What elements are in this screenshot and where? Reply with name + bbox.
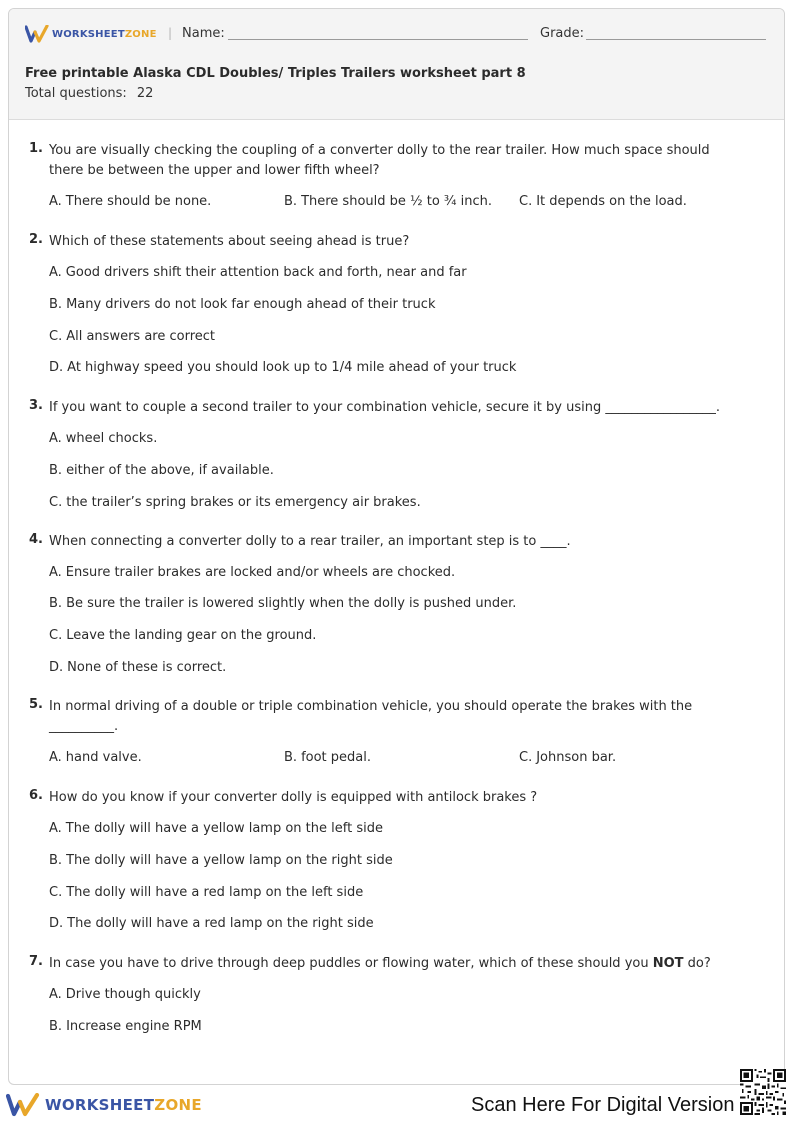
grade-field[interactable] (586, 39, 766, 40)
name-field[interactable] (228, 39, 528, 40)
option-b[interactable]: B. foot pedal. (284, 750, 371, 765)
option-a[interactable]: A. The dolly will have a yellow lamp on the left side (49, 821, 383, 836)
question-number: 6. (29, 788, 43, 803)
question-text: You are visually checking the coupling of a converter dolly to the rear trailer. How much space should there be between the upper and lower fifth wheel? (49, 143, 710, 178)
option-a[interactable]: A. Ensure trailer brakes are locked and/or wheels are chocked. (49, 565, 456, 580)
option-c[interactable]: C. It depends on the load. (519, 194, 687, 209)
question-text: If you want to couple a second trailer to your combination vehicle, secure it by using _________________. (49, 400, 720, 415)
option-a[interactable]: A. hand valve. (49, 750, 142, 765)
option-b[interactable]: B. Many drivers do not look far enough ahead of their truck (49, 297, 436, 312)
option-b[interactable]: B. either of the above, if available. (49, 463, 274, 478)
option-c[interactable]: C. All answers are correct (49, 329, 216, 344)
option-c[interactable]: C. Johnson bar. (519, 750, 617, 765)
question-text: In normal driving of a double or triple combination vehicle, you should operate the brakes with the __________. (49, 699, 693, 734)
option-b[interactable]: B. There should be ½ to ¾ inch. (284, 194, 493, 209)
question-number: 3. (29, 398, 43, 413)
question-text: Which of these statements about seeing ahead is true? (49, 234, 410, 249)
option-a[interactable]: A. wheel chocks. (49, 431, 158, 446)
worksheet-sheet (8, 8, 785, 1085)
option-b[interactable]: B. Be sure the trailer is lowered slightly when the dolly is pushed under. (49, 596, 517, 611)
option-a[interactable]: A. Good drivers shift their attention back and forth, near and far (49, 265, 467, 280)
option-b[interactable]: B. Increase engine RPM (49, 1019, 202, 1034)
option-c[interactable]: C. The dolly will have a red lamp on the left side (49, 885, 364, 900)
brand-name: WORKSHEETZONE (52, 28, 157, 40)
name-label: Name: (182, 26, 225, 41)
question-number: 2. (29, 232, 43, 247)
question-number: 7. (29, 954, 43, 969)
question-number: 5. (29, 697, 43, 712)
option-d[interactable]: D. None of these is correct. (49, 660, 227, 675)
question-number: 1. (29, 141, 43, 156)
option-b[interactable]: B. The dolly will have a yellow lamp on the right side (49, 853, 393, 868)
grade-label: Grade: (540, 26, 585, 41)
question-text: In case you have to drive through deep puddles or flowing water, which of these should you NOT do? (49, 956, 711, 971)
emphasis-not: NOT (652, 956, 684, 971)
footer-brand-logo[interactable] (6, 1093, 202, 1117)
worksheet-header (9, 9, 784, 120)
total-questions-value: 22 (136, 86, 154, 101)
option-c[interactable]: C. the trailer’s spring brakes or its emergency air brakes. (49, 495, 421, 510)
worksheetzone-logo-icon (6, 1093, 40, 1117)
worksheet-title: Free printable Alaska CDL Doubles/ Triples Trailers worksheet part 8 (25, 66, 526, 81)
qr-code-icon[interactable] (740, 1069, 786, 1115)
option-a[interactable]: A. Drive though quickly (49, 987, 201, 1002)
question-number: 4. (29, 532, 43, 547)
option-a[interactable]: A. There should be none. (49, 194, 212, 209)
option-d[interactable]: D. The dolly will have a red lamp on the right side (49, 916, 374, 931)
worksheetzone-logo-icon (25, 25, 49, 43)
header-separator: | (168, 26, 173, 40)
option-c[interactable]: C. Leave the landing gear on the ground. (49, 628, 317, 643)
total-questions (25, 86, 153, 101)
page-footer (0, 1085, 793, 1122)
scan-prompt: Scan Here For Digital Version (471, 1094, 735, 1116)
brand-logo[interactable] (25, 25, 157, 43)
footer-brand-name: WORKSHEETZONE (45, 1096, 202, 1114)
question-text: How do you know if your converter dolly is equipped with antilock brakes ? (49, 790, 538, 805)
total-questions-label: Total questions: (25, 86, 127, 101)
option-d[interactable]: D. At highway speed you should look up to 1/4 mile ahead of your truck (49, 360, 517, 375)
question-text: When connecting a converter dolly to a rear trailer, an important step is to ____. (49, 534, 571, 549)
